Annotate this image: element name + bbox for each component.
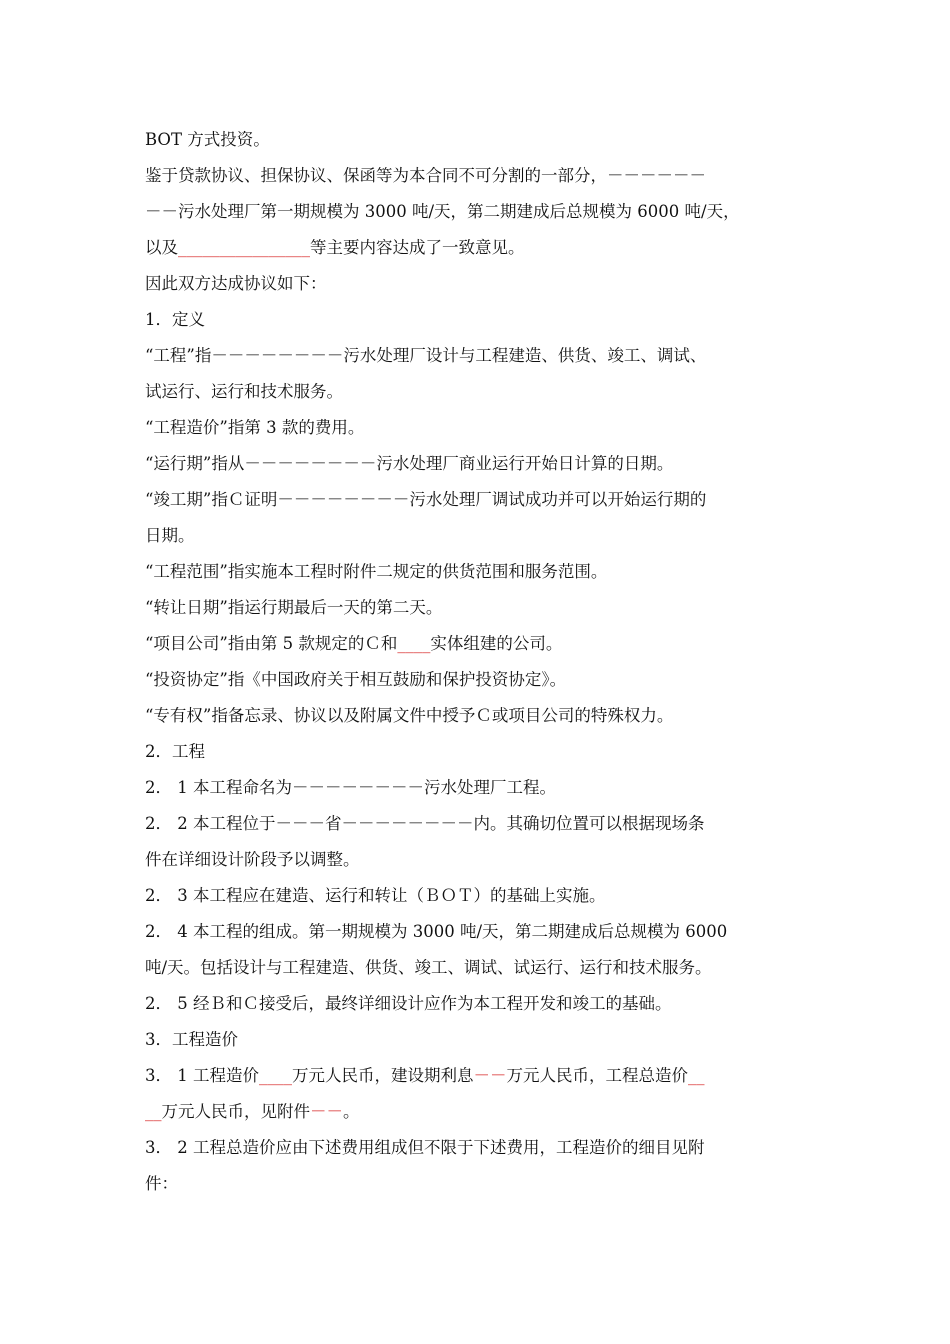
text-line: 吨/天。包括设计与工程建造、供货、竣工、调试、试运行、运行和技术服务。 — [145, 958, 712, 977]
text-line: “运行期”指从－－－－－－－－污水处理厂商业运行开始日计算的日期。 — [145, 454, 674, 473]
text-line: 2． 4 本工程的组成。第一期规模为 3000 吨/天，第二期建成后总规模为 6000 — [145, 922, 728, 941]
text-fragment: 万元人民币，建设期利息 — [292, 1066, 474, 1085]
text-line — [145, 1058, 810, 1094]
text-line: 2． 2 本工程位于－－－省－－－－－－－－内。其确切位置可以根据现场条 — [145, 814, 705, 833]
fill-in-dash: －－ — [310, 1102, 343, 1121]
text-fragment: 。 — [343, 1102, 360, 1121]
text-fragment: 万元人民币，见附件 — [161, 1102, 310, 1121]
text-line: “转让日期”指运行期最后一天的第二天。 — [145, 598, 443, 617]
text-line: “工程范围”指实施本工程时附件二规定的供货范围和服务范围。 — [145, 562, 608, 581]
text-line: 2． 1 本工程命名为－－－－－－－－污水处理厂工程。 — [145, 778, 556, 797]
text-line — [145, 230, 810, 266]
text-fragment: 万元人民币，工程总造价 — [506, 1066, 688, 1085]
text-fragment: 实体组建的公司。 — [430, 634, 563, 653]
text-line: BOT 方式投资。 — [145, 130, 270, 149]
fill-in-blank: ________________ — [178, 238, 310, 257]
fill-in-blank: ____ — [397, 634, 431, 653]
text-line: 鉴于贷款协议、担保协议、保函等为本合同不可分割的一部分，－－－－－－ — [145, 166, 706, 185]
text-line: 因此双方达成协议如下： — [145, 274, 327, 293]
text-line: “工程造价”指第 3 款的费用。 — [145, 418, 365, 437]
text-line: 2． 5 经Ｂ和Ｃ接受后，最终详细设计应作为本工程开发和竣工的基础。 — [145, 994, 672, 1013]
fill-in-dash: －－ — [473, 1066, 507, 1085]
fill-in-blank: __ — [145, 1102, 162, 1121]
text-line: “投资协定”指《中国政府关于相互鼓励和保护投资协定》。 — [145, 670, 567, 689]
text-line: 件在详细设计阶段予以调整。 — [145, 850, 360, 869]
fill-in-blank: __ — [688, 1066, 705, 1085]
text-fragment: 等主要内容达成了一致意见。 — [310, 238, 525, 257]
section-heading: 1．定义 — [145, 310, 205, 329]
text-line — [145, 1094, 810, 1130]
text-line — [145, 626, 810, 662]
text-line: 试运行、运行和技术服务。 — [145, 382, 343, 401]
text-line: “工程”指－－－－－－－－污水处理厂设计与工程建造、供货、竣工、调试、 — [145, 346, 707, 365]
section-heading: 3．工程造价 — [145, 1030, 238, 1049]
text-line: 日期。 — [145, 526, 195, 545]
text-line: 2． 3 本工程应在建造、运行和转让（ＢＯＴ）的基础上实施。 — [145, 886, 606, 905]
text-line: 3． 2 工程总造价应由下述费用组成但不限于下述费用，工程造价的细目见附 — [145, 1138, 705, 1157]
document-body — [145, 122, 810, 1202]
fill-in-blank: ____ — [259, 1066, 292, 1085]
section-heading: 2．工程 — [145, 742, 205, 761]
text-line: “竣工期”指Ｃ证明－－－－－－－－污水处理厂调试成功并可以开始运行期的 — [145, 490, 707, 509]
text-line: －－污水处理厂第一期规模为 3000 吨/天，第二期建成后总规模为 6000 吨/天， — [145, 202, 740, 221]
text-fragment: 3． 1 工程造价 — [145, 1066, 259, 1085]
text-line: 件： — [145, 1174, 178, 1193]
text-line: “专有权”指备忘录、协议以及附属文件中授予Ｃ或项目公司的特殊权力。 — [145, 706, 674, 725]
text-fragment: “项目公司”指由第 5 款规定的Ｃ和 — [145, 634, 398, 653]
text-fragment: 以及 — [145, 238, 178, 257]
